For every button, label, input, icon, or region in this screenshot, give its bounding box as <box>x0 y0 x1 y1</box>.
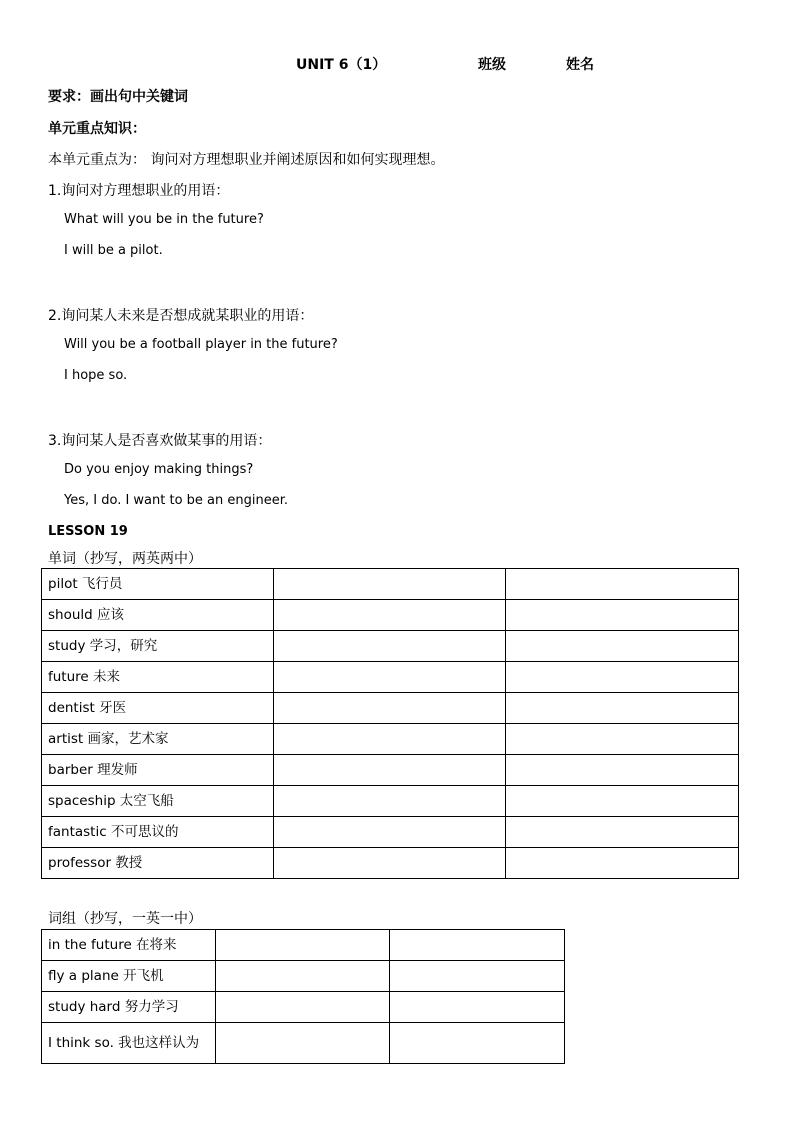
write-cell[interactable] <box>274 631 506 662</box>
focus-title: 单元重点知识： <box>48 121 146 137</box>
focus-text: 本单元重点为： 询问对方理想职业并阐述原因和如何实现理想。 <box>48 152 445 168</box>
phrase-text: fly a plane 开飞机 <box>42 961 216 992</box>
write-cell[interactable] <box>506 569 739 600</box>
example-sentence: I will be a pilot. <box>64 243 163 258</box>
phrase-text: I think so. 我也这样认为 <box>42 1023 216 1064</box>
vocab-label: 单词（抄写，两英两中） <box>48 551 202 567</box>
vocab-word: pilot 飞行员 <box>42 569 274 600</box>
table-row <box>42 724 739 755</box>
example-sentence: Do you enjoy making things? <box>64 462 254 477</box>
vocab-word: study 学习，研究 <box>42 631 274 662</box>
section-title: 1.询问对方理想职业的用语： <box>48 183 230 199</box>
write-cell[interactable] <box>274 755 506 786</box>
write-cell[interactable] <box>274 724 506 755</box>
write-cell[interactable] <box>506 786 739 817</box>
write-cell[interactable] <box>216 930 390 961</box>
write-cell[interactable] <box>506 724 739 755</box>
section-title: 2.询问某人未来是否想成就某职业的用语： <box>48 308 314 324</box>
table-row <box>42 631 739 662</box>
vocab-word: dentist 牙医 <box>42 693 274 724</box>
table-row <box>42 755 739 786</box>
write-cell[interactable] <box>506 662 739 693</box>
vocab-word: should 应该 <box>42 600 274 631</box>
table-row <box>42 1023 565 1064</box>
write-cell[interactable] <box>390 1023 565 1064</box>
table-row <box>42 992 565 1023</box>
write-cell[interactable] <box>274 600 506 631</box>
table-row <box>42 817 739 848</box>
write-cell[interactable] <box>390 961 565 992</box>
table-row <box>42 662 739 693</box>
phrase-table <box>41 929 565 1064</box>
write-cell[interactable] <box>274 786 506 817</box>
table-row <box>42 786 739 817</box>
write-cell[interactable] <box>506 600 739 631</box>
vocab-word: fantastic 不可思议的 <box>42 817 274 848</box>
write-cell[interactable] <box>216 1023 390 1064</box>
phrase-text: study hard 努力学习 <box>42 992 216 1023</box>
vocab-word: professor 教授 <box>42 848 274 879</box>
write-cell[interactable] <box>274 817 506 848</box>
write-cell[interactable] <box>274 569 506 600</box>
example-sentence: Will you be a football player in the future? <box>64 337 338 352</box>
phrase-text: in the future 在将来 <box>42 930 216 961</box>
name-label: 姓名 <box>566 57 594 73</box>
table-row <box>42 848 739 879</box>
vocab-word: future 未来 <box>42 662 274 693</box>
write-cell[interactable] <box>506 693 739 724</box>
table-row <box>42 930 565 961</box>
example-sentence: Yes, I do. I want to be an engineer. <box>64 493 289 508</box>
table-row <box>42 961 565 992</box>
unit-title: UNIT 6（1） <box>296 57 387 73</box>
example-sentence: What will you be in the future? <box>64 212 264 227</box>
write-cell[interactable] <box>506 755 739 786</box>
write-cell[interactable] <box>506 817 739 848</box>
phrase-label: 词组（抄写，一英一中） <box>48 911 202 927</box>
example-sentence: I hope so. <box>64 368 128 383</box>
write-cell[interactable] <box>274 848 506 879</box>
table-row <box>42 600 739 631</box>
lesson-title: LESSON 19 <box>48 524 128 539</box>
write-cell[interactable] <box>390 992 565 1023</box>
write-cell[interactable] <box>216 961 390 992</box>
vocab-word: artist 画家，艺术家 <box>42 724 274 755</box>
write-cell[interactable] <box>216 992 390 1023</box>
vocab-table <box>41 568 739 879</box>
write-cell[interactable] <box>274 693 506 724</box>
write-cell[interactable] <box>274 662 506 693</box>
vocab-word: barber 理发师 <box>42 755 274 786</box>
write-cell[interactable] <box>506 631 739 662</box>
write-cell[interactable] <box>506 848 739 879</box>
vocab-word: spaceship 太空飞船 <box>42 786 274 817</box>
section-title: 3.询问某人是否喜欢做某事的用语： <box>48 433 272 449</box>
write-cell[interactable] <box>390 930 565 961</box>
table-row <box>42 569 739 600</box>
requirement: 要求：画出句中关键词 <box>48 89 188 105</box>
class-label: 班级 <box>478 57 506 73</box>
table-row <box>42 693 739 724</box>
